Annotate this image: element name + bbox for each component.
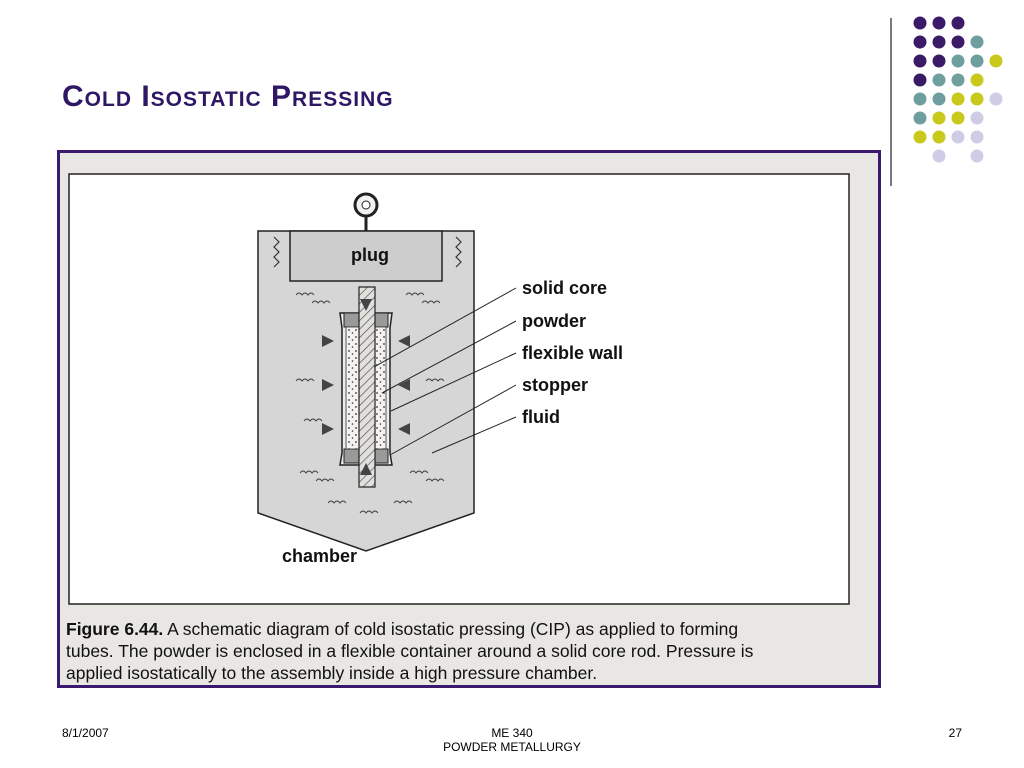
- dot: [933, 150, 946, 163]
- dot: [933, 74, 946, 87]
- dot: [914, 55, 927, 68]
- decorative-dot-grid: [903, 10, 1013, 170]
- dot: [952, 55, 965, 68]
- dot: [952, 112, 965, 125]
- slide-title: Cold Isostatic Pressing: [62, 80, 394, 113]
- dot: [933, 55, 946, 68]
- figure-caption-line-2: tubes. The powder is enclosed in a flexible container around a solid core rod. Pressure is: [66, 641, 754, 661]
- cip-diagram: [60, 153, 878, 685]
- dot: [914, 74, 927, 87]
- dot: [952, 131, 965, 144]
- dot: [933, 131, 946, 144]
- figure-caption-line-1: [66, 619, 738, 640]
- dot: [933, 93, 946, 106]
- figure-number: Figure 6.44.: [66, 619, 164, 639]
- label-chamber: chamber: [282, 546, 358, 566]
- dot: [952, 93, 965, 106]
- dot: [933, 112, 946, 125]
- dot: [990, 55, 1003, 68]
- dot: [952, 36, 965, 49]
- label-fluid: fluid: [522, 407, 560, 427]
- caption-text: A schematic diagram of cold isostatic pressing (CIP) as applied to forming: [163, 619, 739, 639]
- dot: [914, 36, 927, 49]
- dot: [952, 17, 965, 30]
- dot: [914, 131, 927, 144]
- dot: [971, 93, 984, 106]
- dot: [971, 112, 984, 125]
- slide-number: 27: [948, 726, 962, 740]
- dot: [971, 74, 984, 87]
- dot: [914, 17, 927, 30]
- solid-core: [359, 287, 375, 487]
- dot: [971, 150, 984, 163]
- label-stopper: stopper: [522, 375, 589, 395]
- dot: [933, 36, 946, 49]
- figure-caption-line-3: applied isostatically to the assembly inside a high pressure chamber.: [66, 663, 598, 683]
- dot: [990, 93, 1003, 106]
- figure-frame: [57, 150, 881, 688]
- dot: [971, 131, 984, 144]
- label-powder: powder: [522, 311, 587, 331]
- label-plug: plug: [351, 245, 389, 265]
- label-solid-core: solid core: [522, 278, 608, 298]
- dot: [971, 55, 984, 68]
- dot: [971, 36, 984, 49]
- dot: [952, 74, 965, 87]
- dot: [914, 112, 927, 125]
- footer-date: 8/1/2007: [62, 726, 109, 740]
- footer-subject: POWDER METALLURGY: [443, 740, 581, 754]
- label-flexible-wall: flexible wall: [522, 343, 624, 363]
- dot: [933, 17, 946, 30]
- footer-course: ME 340: [491, 726, 533, 740]
- footer-center: [412, 726, 612, 754]
- vertical-divider: [890, 18, 892, 186]
- dot: [914, 93, 927, 106]
